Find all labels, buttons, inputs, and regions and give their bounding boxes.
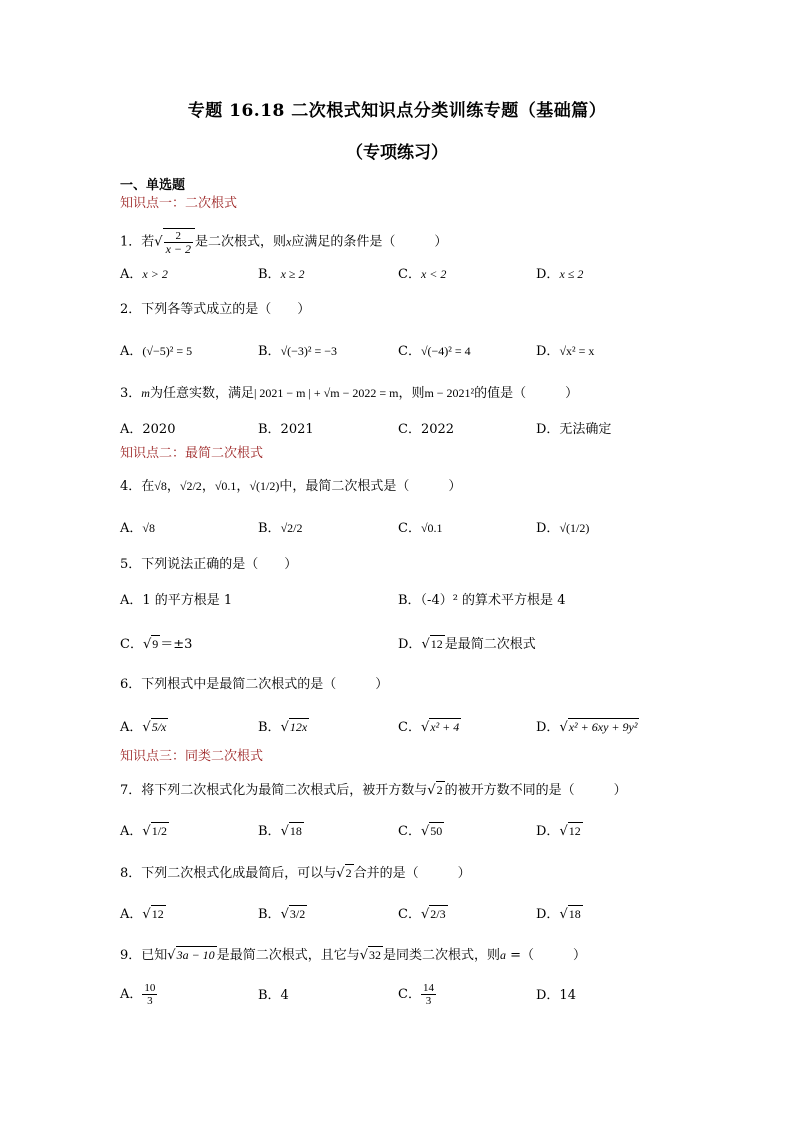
q4-option-d: D．√(1/2) — [536, 521, 590, 536]
question-8: 8．下列二次根式化成最简后，可以与√2 合并的是（ ） — [120, 866, 471, 881]
q7-option-d: D．√12 — [536, 824, 581, 839]
q1-option-b: B．x ≥ 2 — [258, 267, 305, 282]
q5-option-b: B．（-4）² 的算术平方根是 4 — [398, 593, 566, 608]
q2-option-d: D．√x² = x — [536, 344, 595, 359]
q2-option-b: B．√(−3)² = −3 — [258, 344, 338, 359]
question-6: 6．下列根式中是最简二次根式的是（ ） — [120, 677, 389, 692]
q8-option-d: D．√18 — [536, 907, 581, 922]
q3-option-a: A．2020 — [120, 422, 176, 437]
q1-option-c: C．x < 2 — [398, 267, 447, 282]
question-3: 3．m为任意实数，满足| 2021 − m | + √m − 2022 = m，则m − 2021²的值是（ ） — [120, 386, 579, 401]
q9-option-c: C． $\frac{14}{3}$ — [398, 982, 434, 1007]
q5-option-d: D．√12 是最简二次根式 — [398, 637, 536, 652]
q5-option-a: A．1 的平方根是 1 — [120, 593, 233, 608]
knowledge-point-2: 知识点二：最简二次根式 — [120, 446, 264, 461]
q7-option-a: A．√1/2 — [120, 824, 168, 839]
q1-option-a: A．x > 2 — [120, 267, 168, 282]
page-subtitle: （专项练习） — [346, 143, 448, 163]
q1-tail: 应满足的条件是（ ） — [291, 234, 448, 250]
q3-target-expr: m − 2021² — [424, 386, 475, 400]
q4-option-c: C．√0.1 — [398, 521, 443, 536]
q7-option-c: C．√50 — [398, 824, 443, 839]
question-4: 4．在√8，√2/2，√0.1，√(1/2)中，最简二次根式是（ ） — [120, 479, 462, 494]
q2-option-a: A．(√−5)² = 5 — [120, 344, 193, 359]
question-1: 1．若√ $\frac{2}{x - 2}$ 是二次根式，则x应满足的条件是（ ） — [120, 230, 448, 256]
q3-option-d: D．无法确定 — [536, 422, 612, 437]
q9-option-a: A． $\frac{10}{3}$ — [120, 982, 156, 1007]
question-9: 9．已知√3a − 10 是最简二次根式，且它与√32 是同类二次根式，则a =（ ） — [120, 948, 587, 963]
q1-prefix: 1．若 — [120, 234, 155, 250]
question-7: 7．将下列二次根式化为最简二次根式后，被开方数与√2 的被开方数不同的是（ ） — [120, 783, 627, 798]
q3-option-b: B．2021 — [258, 422, 314, 437]
q3-condition-expr: | 2021 − m | + √m − 2022 = m — [253, 386, 399, 400]
q4-option-a: A．√8 — [120, 521, 155, 536]
q7-option-b: B．√18 — [258, 824, 302, 839]
page-title: 专题 16.18 二次根式知识点分类训练专题（基础篇） — [187, 101, 607, 121]
question-5: 5．下列说法正确的是（ ） — [120, 557, 298, 572]
q8-option-b: B．√3/2 — [258, 907, 306, 922]
q1-frac-num: 2 — [164, 230, 193, 243]
q1-option-d: D．x ≤ 2 — [536, 267, 584, 282]
q6-option-d: D．√x² + 6xy + 9y² — [536, 720, 638, 735]
q6-option-a: A．√5/x — [120, 720, 167, 735]
q9-option-d: D．14 — [536, 988, 576, 1003]
q5-option-c: C．√9 ＝±3 — [120, 637, 193, 652]
q9-option-b: B．4 — [258, 988, 289, 1003]
q6-option-c: C．√x² + 4 — [398, 720, 460, 735]
q3-option-c: C．2022 — [398, 422, 455, 437]
question-2: 2．下列各等式成立的是（ ） — [120, 302, 311, 317]
q8-option-a: A．√12 — [120, 907, 164, 922]
knowledge-point-1: 知识点一：二次根式 — [120, 196, 238, 211]
knowledge-point-3: 知识点三：同类二次根式 — [120, 749, 264, 764]
q8-option-c: C．√2/3 — [398, 907, 446, 922]
q1-var: x — [286, 234, 292, 249]
q2-option-c: C．√(−4)² = 4 — [398, 344, 471, 359]
q4-option-b: B．√2/2 — [258, 521, 303, 536]
q1-mid: 是二次根式，则 — [195, 234, 287, 250]
q1-frac-den: x − 2 — [165, 242, 192, 256]
q6-option-b: B．√12x — [258, 720, 308, 735]
section-heading: 一、单选题 — [120, 178, 186, 193]
